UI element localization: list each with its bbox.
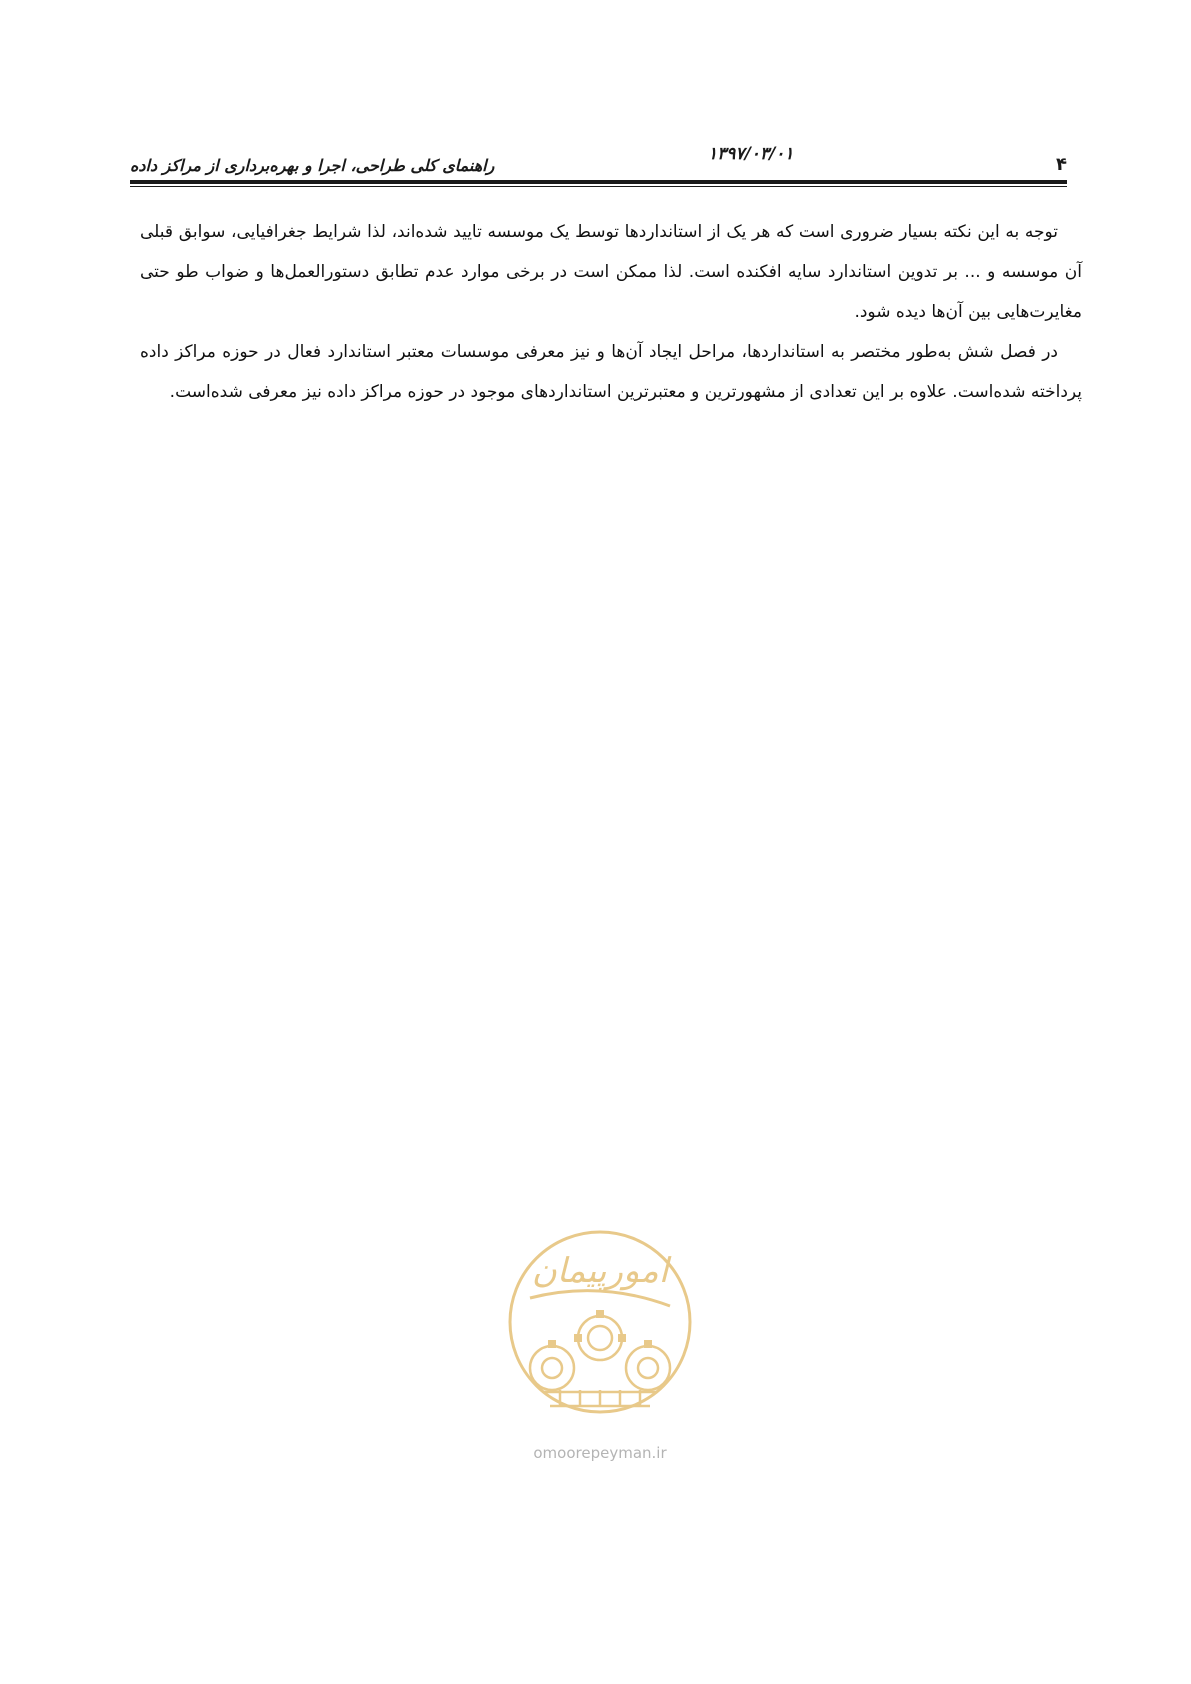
header-date: ۱۳۹۷/۰۳/۰۱ bbox=[708, 144, 794, 164]
header-rule-thin bbox=[130, 186, 1067, 187]
body-text bbox=[140, 212, 1082, 412]
header-rule-thick bbox=[130, 180, 1067, 184]
header-title: راهنمای کلی طراحی، اجرا و بهره‌برداری از مراکز داده bbox=[130, 156, 495, 175]
page-number: ۴ bbox=[1056, 154, 1067, 175]
paragraph-1: توجه به این نکته بسیار ضروری است که هر یک از استانداردها توسط یک موسسه تایید شده‌اند، لذا شرایط جغرافیایی، سوابق قبلی آن موسسه و ... بر تدوین استاندارد سایه افکنده است. لذا ممکن است در برخی موارد عدم تطابق دستورالعمل‌ها و ضواب طو حتی مغایرت‌هایی بین آن‌ها دیده شود. bbox=[140, 222, 1082, 322]
watermark-logo-text: امورپیمان bbox=[531, 1251, 669, 1291]
watermark-logo bbox=[500, 1210, 700, 1450]
paragraph-2: در فصل شش به‌طور مختصر به استانداردها، مراحل ایجاد آن‌ها و نیز معرفی موسسات معتبر استاندارد فعال در حوزه مراکز داده پرداخته شده‌است. علاوه بر این تعدادی از مشهورترین و معتبرترین استانداردهای موجود در حوزه مراکز داده نیز معرفی شده‌است. bbox=[140, 342, 1082, 402]
watermark-site: omoorepeyman.ir bbox=[533, 1444, 667, 1462]
page-header bbox=[130, 138, 1067, 186]
